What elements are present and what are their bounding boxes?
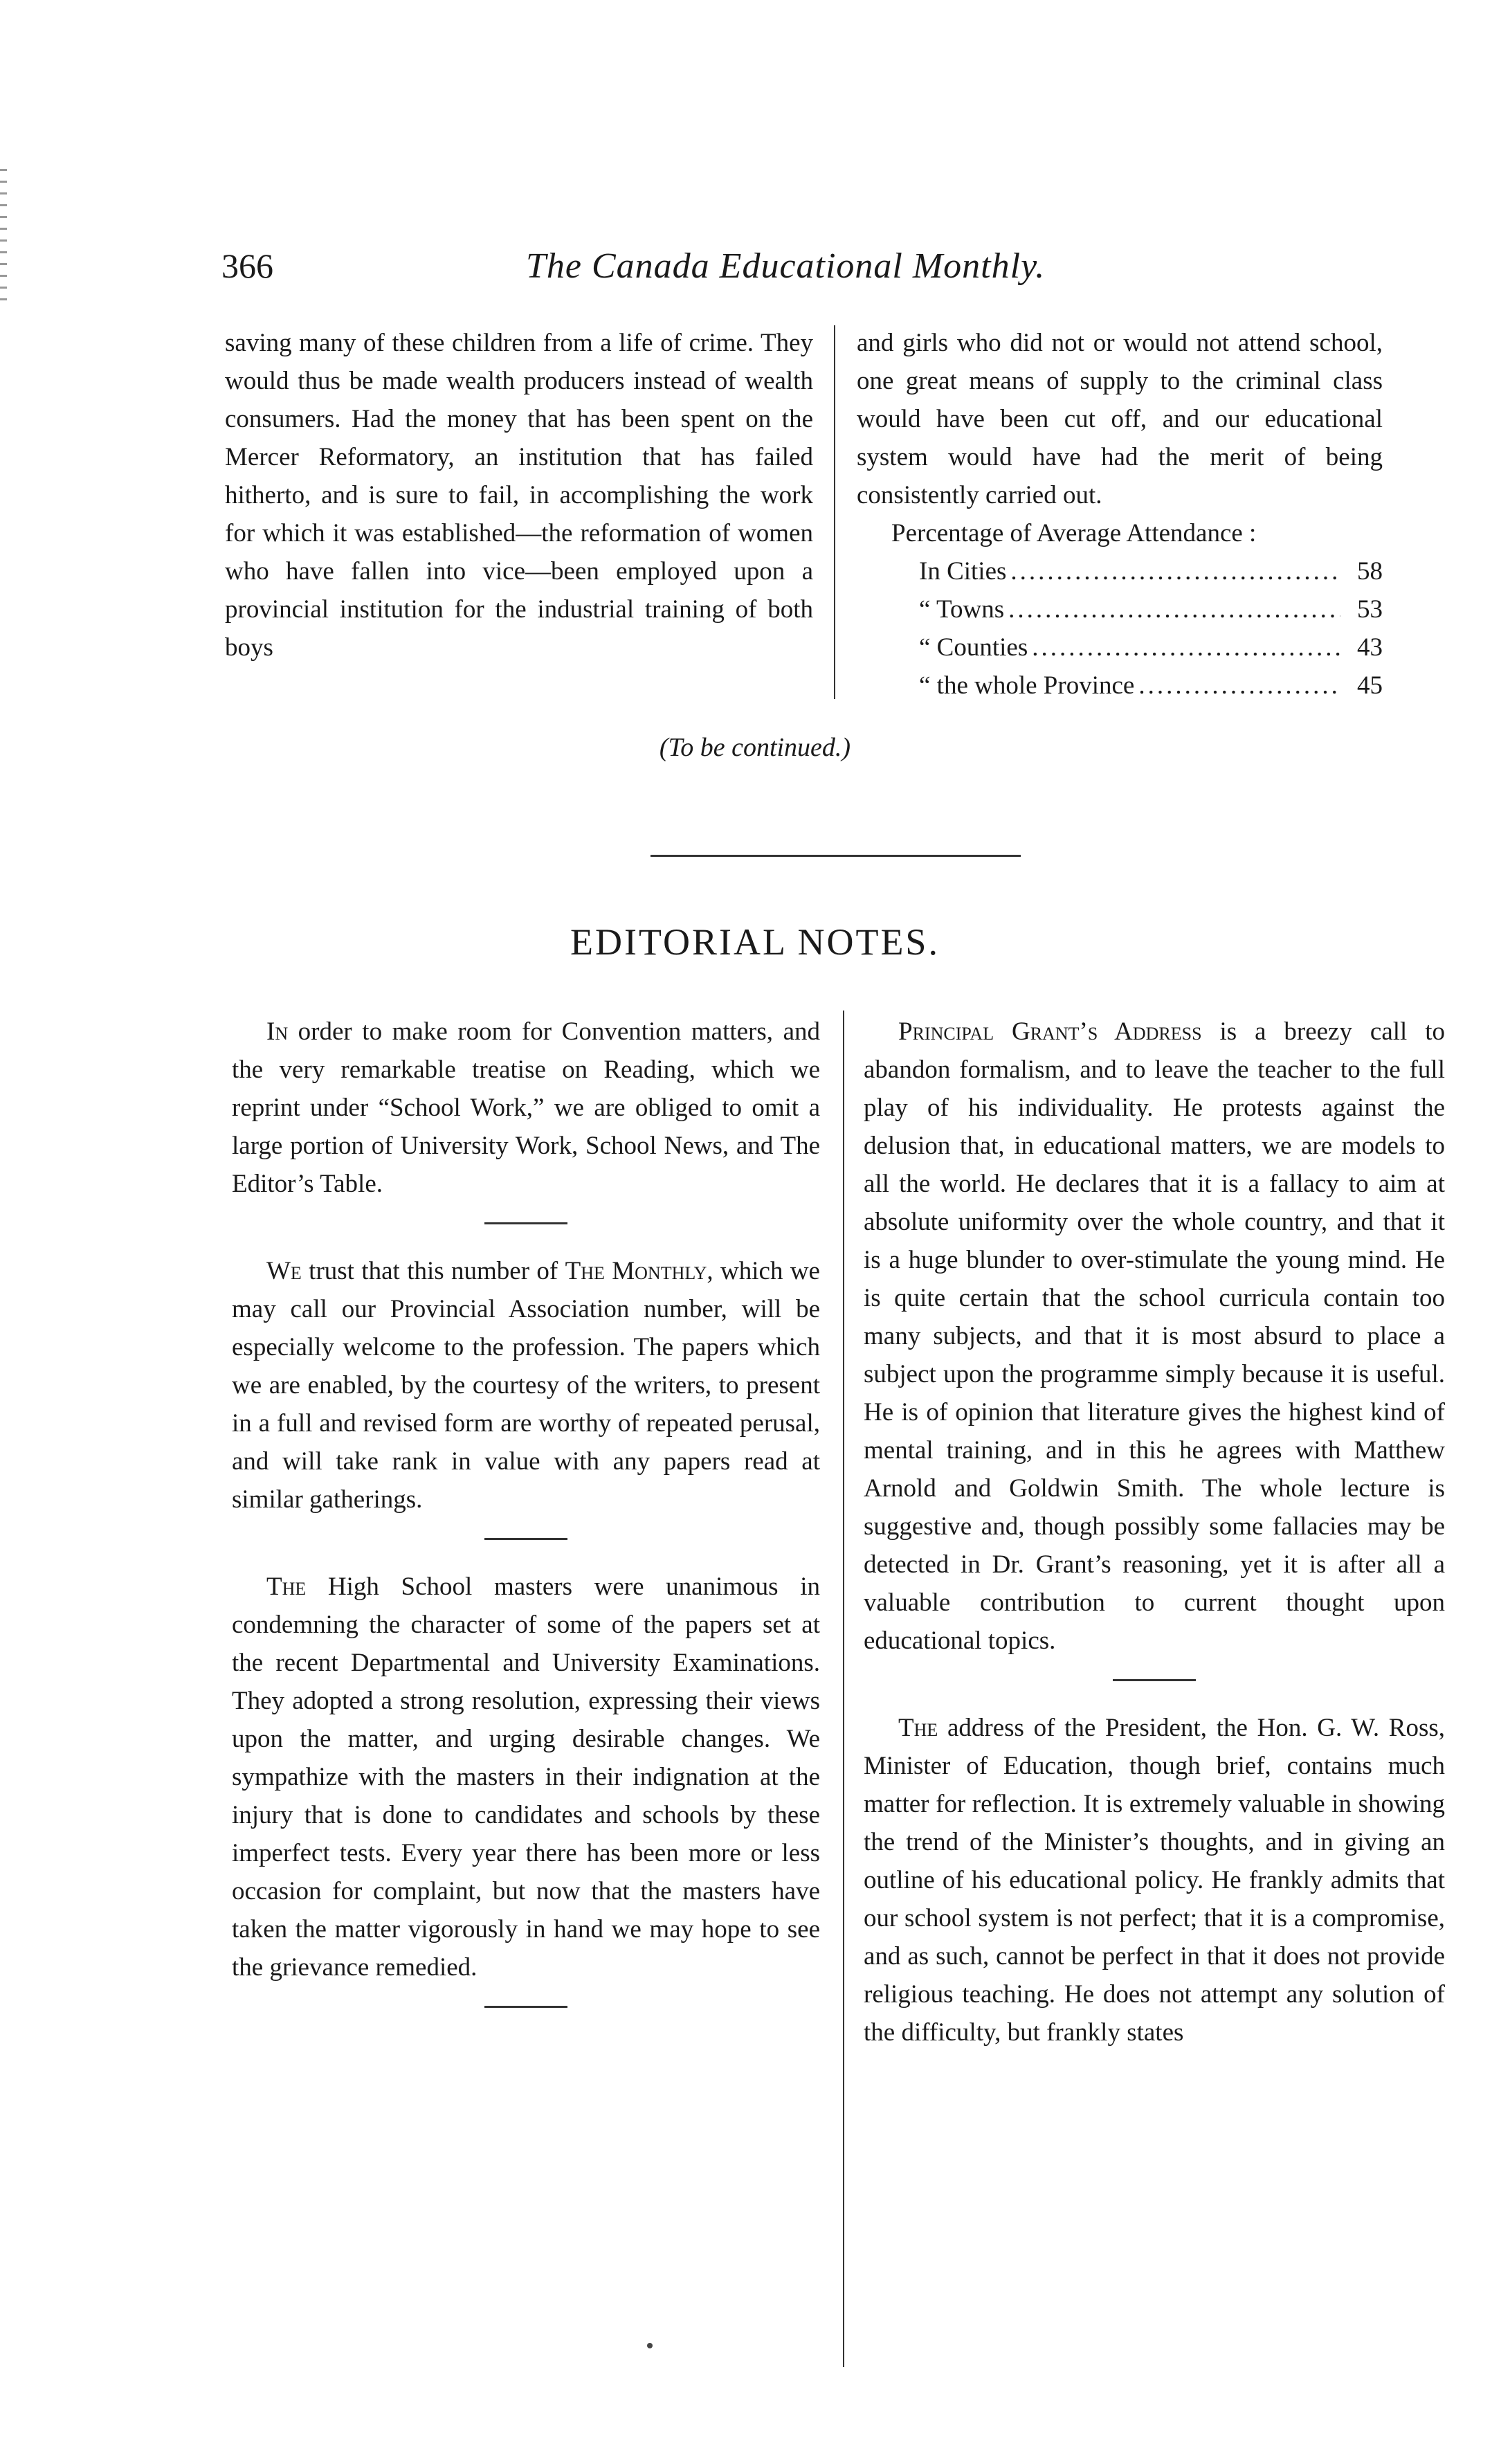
attendance-row: [857, 552, 1383, 590]
editorial-right-column: [864, 1013, 1445, 2051]
editorial-paragraph: [864, 1013, 1445, 1660]
leader-dots: [1008, 590, 1340, 628]
attendance-row: [857, 590, 1383, 628]
lead-word: In: [266, 1017, 289, 1046]
editorial-paragraph: [232, 1252, 820, 1519]
top-right-paragraph: and girls who did not or would not attend school, one great means of supply to the criminal class would have been cut off, and our educational system would have had the merit of being consistently carried out.: [857, 329, 1383, 509]
paragraph-divider: [484, 1538, 567, 1540]
paragraph-text: trust that this number of: [301, 1257, 565, 1285]
paragraph-text: is a breezy call to abandon formalism, and to leave the teacher to the full play of his individuality. He protests against the delusion that, in educational matters, we are models to all the world. He declares that it is a fallacy to aim at absolute uniformity over the whole country, and that it is a huge blunder to over-stimulate the young mind. He is quite certain that the school curricula contain too many subjects, and that it is most absurd to place a subject upon the programme simply because it is useful. He is of opinion that literature gives the highest kind of mental training, and in this he agrees with Matthew Arnold and Goldwin Smith. The whole lecture is suggestive and, though possibly some fallacies may be detected in Dr. Grant’s reasoning, yet it is after all a valuable contribution to current thought upon educational topics.: [864, 1017, 1445, 1655]
paragraph-text: address of the President, the Hon. G. W. Ross, Minister of Education, though brief, contains much matter for reflection. It is extremely valuable in showing the trend of the Minister’s thoughts, and in giving an outline of his educational policy. He frankly admits that our school system is not perfect; that it is a compromise, and as such, cannot be perfect in that it does not provide religious teaching. He does not attempt any solution of the difficulty, but frankly states: [864, 1714, 1445, 2047]
attendance-value: 45: [1357, 671, 1383, 700]
leader-dots: [1010, 552, 1340, 590]
journal-title: The Canada Educational Monthly.: [526, 246, 1046, 286]
attendance-table: [857, 514, 1383, 705]
lead-word: The: [898, 1714, 938, 1742]
lead-word: Principal Grant’s Address: [898, 1017, 1202, 1046]
running-head: [221, 246, 1370, 301]
top-left-column: [225, 324, 813, 667]
lead-word: The: [266, 1573, 307, 1601]
attendance-label: In Cities: [919, 557, 1007, 586]
editorial-paragraph: [232, 1013, 820, 1203]
journal-name: The Monthly: [565, 1257, 707, 1285]
editorial-paragraph: [232, 1568, 820, 1986]
editorial-paragraph: [864, 1709, 1445, 2051]
attendance-heading: Percentage of Average Attendance :: [891, 519, 1257, 547]
attendance-value: 53: [1357, 595, 1383, 624]
paragraph-text: order to make room for Convention matters, and the very remarkable treatise on Reading, which we reprint under “School Work,” we are obliged to omit a large portion of University Work, School News, and The Editor’s Table.: [232, 1017, 820, 1198]
attendance-label: “ Towns: [919, 595, 1005, 624]
paragraph-divider: [1113, 1679, 1196, 1681]
attendance-row: [857, 628, 1383, 667]
attendance-row: [857, 667, 1383, 705]
paragraph-divider: [484, 1222, 567, 1224]
page-dot: [647, 2343, 653, 2348]
continued-note: (To be continued.): [659, 733, 851, 762]
attendance-label: “ the whole Province: [919, 671, 1135, 700]
column-rule-top: [834, 325, 835, 699]
paragraph-divider: [484, 2006, 567, 2008]
paragraph-text: High School masters were unanimous in condemning the character of some of the papers set at the recent Departmental and University Examinations. They adopted a strong resolution, expressing their views upon the matter, and urging desirable changes. We sympathize with the masters in their indignation at the injury that is done to candidates and schools by these imperfect tests. Every year there has been more or less occasion for complaint, but now that the masters have taken the matter vigorously in hand we may hope to see the grievance remedied.: [232, 1573, 820, 1982]
section-title: EDITORIAL NOTES.: [570, 921, 940, 963]
page-number: 366: [221, 246, 273, 285]
attendance-value: 58: [1357, 557, 1383, 586]
top-right-column: [857, 324, 1383, 514]
section-divider: [651, 855, 1021, 857]
top-left-paragraph: saving many of these children from a life of crime. They would thus be made wealth producers instead of wealth consumers. Had the money that has been spent on the Mercer Reformatory, an institution that has failed hitherto, and is sure to fail, in accomplishing the work for which it was established—the reformation of women who have fallen into vice—been employed upon a provincial institution for the industrial training of both boys: [225, 329, 813, 662]
leader-dots: [1032, 628, 1340, 667]
attendance-value: 43: [1357, 633, 1383, 662]
leader-dots: [1138, 667, 1340, 705]
lead-word: We: [266, 1257, 302, 1285]
paragraph-text: , which we may call our Provincial Association number, will be especially welcome to the profession. The papers which we are enabled, by the courtesy of the writers, to present in a full and revised form are worthy of repeated perusal, and will take rank in value with any papers read at similar gatherings.: [232, 1257, 820, 1514]
scan-margin-marks: [0, 159, 12, 644]
editorial-left-column: [232, 1013, 820, 2036]
column-rule-editorial: [843, 1011, 844, 2367]
attendance-label: “ Counties: [919, 633, 1028, 662]
